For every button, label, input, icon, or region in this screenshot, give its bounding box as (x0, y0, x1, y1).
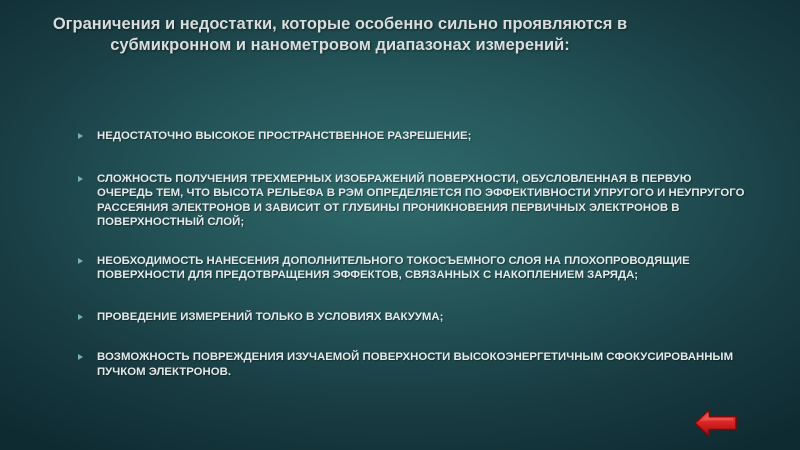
bullet-list (78, 129, 748, 379)
left-arrow-icon (692, 408, 740, 438)
bullet-item (78, 254, 748, 283)
bullet-text: ВОЗМОЖНОСТЬ ПОВРЕЖДЕНИЯ ИЗУЧАЕМОЙ ПОВЕРХНОСТИ ВЫСОКОЭНЕРГЕТИЧНЫМ СФОКУСИРОВАННЫМ ПУЧКОМ ЭЛЕКТРОНОВ. (97, 351, 734, 378)
bullet-text: СЛОЖНОСТЬ ПОЛУЧЕНИЯ ТРЕХМЕРНЫХ ИЗОБРАЖЕНИЙ ПОВЕРХНОСТИ, ОБУСЛОВЛЕННАЯ В ПЕРВУЮ ОЧЕРЕДЬ ТЕМ, ЧТО ВЫСОТА РЕЛЬЕФА В РЭМ ОПРЕДЕЛЯЕТСЯ ПО ЭФФЕКТИВНОСТИ УПРУГОГО И НЕУПРУГОГО РАССЕЯНИЯ ЭЛЕКТРОНОВ И ЗАВИСИТ ОТ ГЛУБИНЫ ПРОНИКНОВЕНИЯ ПЕРВИЧНЫХ ЭЛЕКТРОНОВ В ПОВЕРХНОСТНЫЙ СЛОЙ; (97, 172, 745, 228)
slide-title: Ограничения и недостатки, которые особенно сильно проявляются в субмикронном и нанометровом диапазонах измерений: (52, 15, 628, 54)
triangle-bullet-icon (78, 258, 83, 264)
back-button[interactable] (692, 408, 740, 438)
bullet-item (78, 350, 748, 379)
triangle-bullet-icon (78, 133, 83, 139)
triangle-bullet-icon (78, 354, 83, 360)
bullet-item (78, 310, 748, 325)
bullet-text: НЕОБХОДИМОСТЬ НАНЕСЕНИЯ ДОПОЛНИТЕЛЬНОГО ТОКОСЪЕМНОГО СЛОЯ НА ПЛОХОПРОВОДЯЩИЕ ПОВЕРХНОСТИ ДЛЯ ПРЕДОТВРАЩЕНИЯ ЭФФЕКТОВ, СВЯЗАННЫХ С НАКОПЛЕНИЕМ ЗАРЯДА; (97, 254, 690, 281)
bullet-item (78, 129, 748, 144)
bullet-text: НЕДОСТАТОЧНО ВЫСОКОЕ ПРОСТРАНСТВЕННОЕ РАЗРЕШЕНИЕ; (97, 130, 472, 142)
triangle-bullet-icon (78, 314, 83, 320)
bullet-item (78, 172, 748, 230)
bullet-text: ПРОВЕДЕНИЕ ИЗМЕРЕНИЙ ТОЛЬКО В УСЛОВИЯХ ВАКУУМА; (97, 310, 444, 323)
triangle-bullet-icon (78, 176, 83, 182)
